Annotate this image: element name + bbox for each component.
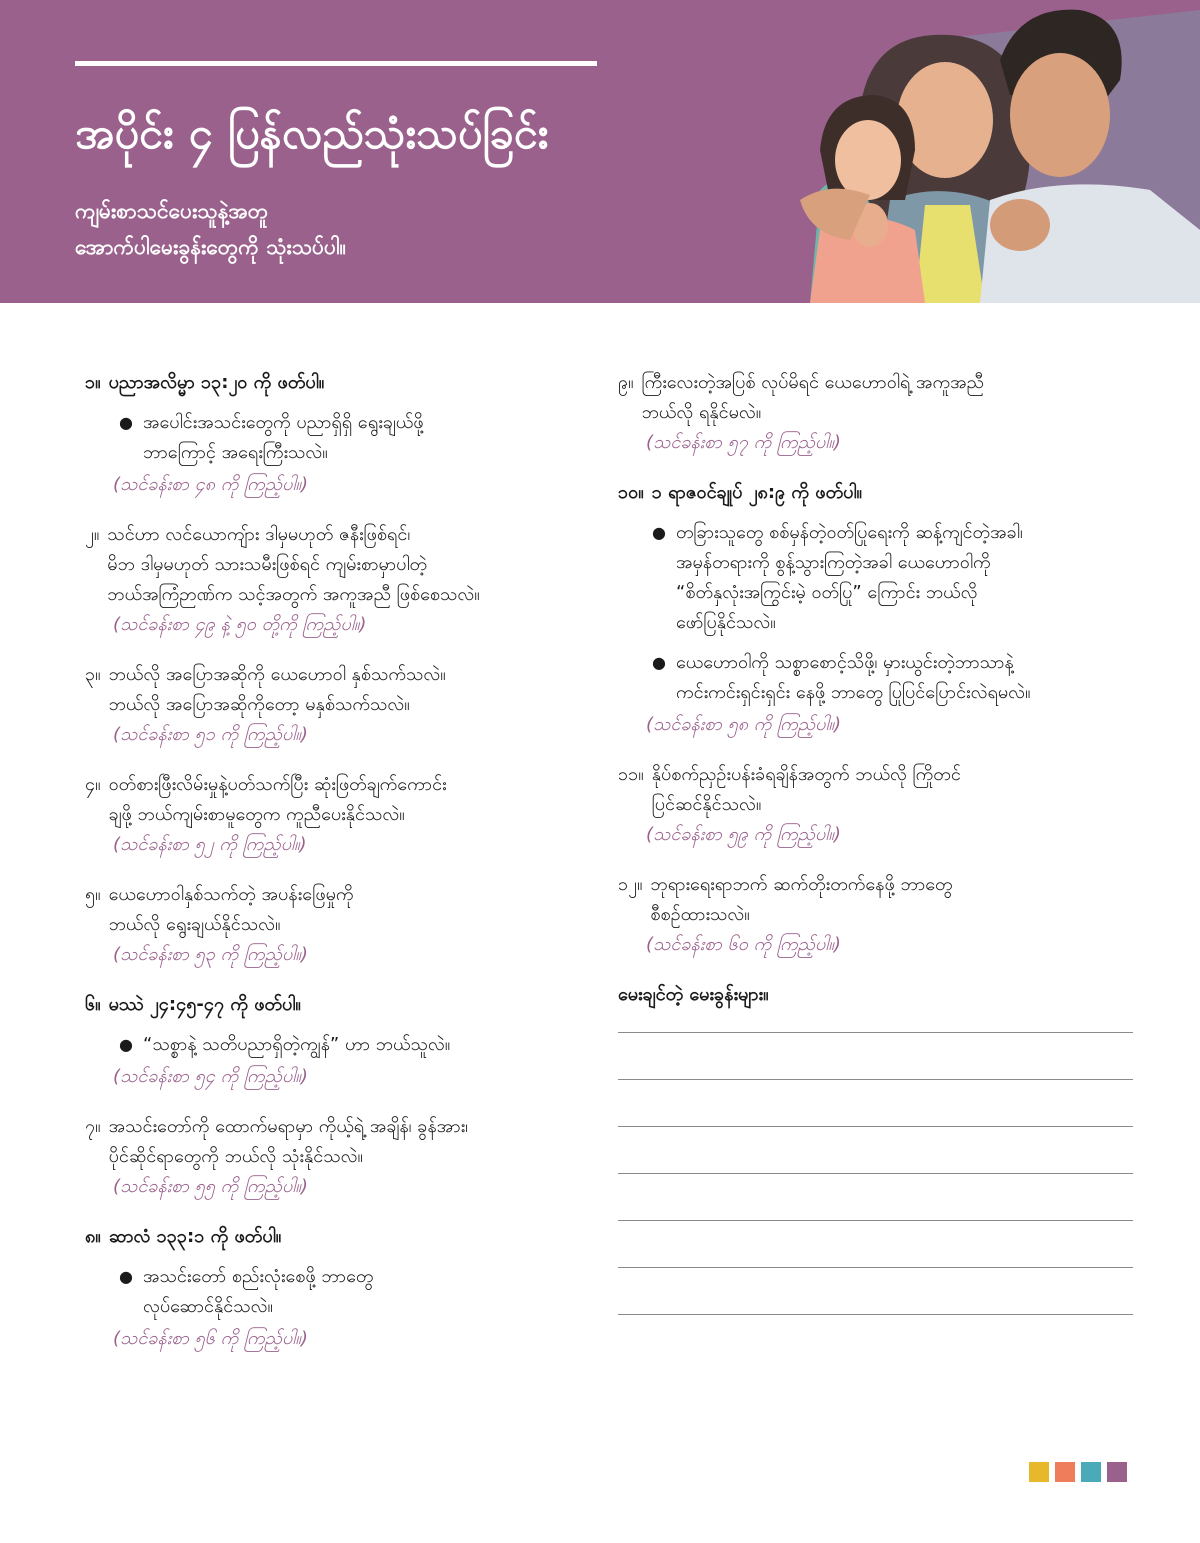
bullet-text-line: လုပ်ဆောင်နိုင်သလဲ။ — [143, 1296, 274, 1317]
question-text — [642, 368, 984, 428]
question-text-line: ဘယ်လို အပြောအဆိုကိုတော့ မနှစ်သက်သလဲ။ — [108, 694, 410, 715]
question-item — [85, 368, 590, 500]
question-number: ၇။ — [85, 1116, 101, 1137]
bullet-text — [143, 408, 424, 468]
question-text-line: ဘယ်လို အပြောအဆိုကို ယေဟောဝါ နှစ်သက်သလဲ။ — [108, 664, 446, 685]
bullet-dot-icon: ● — [119, 1035, 133, 1054]
lesson-reference: (သင်ခန်းစာ ၄၈ ကို ကြည့်ပါ။) — [113, 474, 309, 495]
question-text — [107, 520, 479, 610]
note-line — [618, 1314, 1133, 1315]
question-number: ၄။ — [85, 774, 101, 795]
question-line — [85, 770, 590, 830]
question-text — [109, 1222, 281, 1252]
question-text-line: ချဖို့ ဘယ်ကျမ်းစာမူတွေက ကူညီပေးနိုင်သလဲ။ — [108, 804, 405, 825]
question-line — [85, 880, 590, 940]
page-subtitle — [75, 193, 346, 265]
bullet-dot-icon: ● — [119, 1267, 133, 1286]
question-item — [85, 880, 590, 970]
color-swatch — [1029, 1462, 1049, 1482]
lesson-reference: (သင်ခန်းစာ ၄၉ နဲ့ ၅၀ တို့ကို ကြည့်ပါ။) — [113, 614, 367, 635]
question-text-line: ဘယ်လို ရွေးချယ်နိုင်သလဲ။ — [108, 914, 281, 935]
notes-lines — [618, 1032, 1138, 1315]
question-line — [618, 760, 1138, 820]
question-number: ၁၂။ — [618, 874, 643, 895]
question-text — [652, 760, 961, 820]
header-rule — [75, 61, 597, 66]
lesson-reference: (သင်ခန်းစာ ၅၁ ကို ကြည့်ပါ။) — [113, 724, 308, 745]
bullet-text-line: ဖော်ပြနိုင်သလဲ။ — [676, 612, 776, 633]
question-text-line: သင်ဟာ လင်ယောကျ်ား ဒါမှမဟုတ် ဇနီးဖြစ်ရင်၊ — [107, 524, 411, 545]
question-text-line: ဘယ်လို ရနိုင်မလဲ။ — [641, 402, 762, 423]
page-title: အပိုင်း ၄ ပြန်လည်သုံးသပ်ခြင်း — [75, 109, 549, 159]
bullet-dot-icon: ● — [652, 523, 666, 542]
question-text-line: အသင်းတော်ကို ထောက်မရာမှာ ကိုယ့်ရဲ့ အချိန်၊ ခွန်အား၊ — [108, 1116, 469, 1137]
question-text-line: ဘယ်အကြံဉာဏ်က သင့်အတွက် အကူအညီ ဖြစ်စေသလဲ။ — [107, 584, 480, 605]
subtitle-line: ကျမ်းစာသင်ပေးသူနဲ့အတူ — [75, 199, 269, 223]
question-text-line: ပညာအလိမ္မာ ၁၃:၂၀ ကို ဖတ်ပါ။ — [108, 372, 325, 393]
question-text — [109, 660, 446, 720]
question-item — [618, 478, 1138, 740]
question-number: ၉။ — [618, 372, 634, 393]
family-praying-illustration — [700, 0, 1200, 303]
bullet-item — [119, 1262, 590, 1322]
lesson-reference: (သင်ခန်းစာ ၅၉ ကို ကြည့်ပါ။) — [646, 824, 841, 845]
bullet-text-line: အပေါင်းအသင်းတွေကို ပညာရှိရှိ ရွေးချယ်ဖို့ — [143, 412, 424, 433]
bullet-text — [676, 518, 1023, 638]
question-line — [85, 368, 590, 398]
question-text-line: ဆာလံ ၁၃၃:၁ ကို ဖတ်ပါ။ — [108, 1226, 282, 1247]
question-text — [109, 990, 301, 1020]
question-item — [85, 990, 590, 1092]
bullet-text-line: တခြားသူတွေ စစ်မှန်တဲ့ဝတ်ပြုရေးကို ဆန့်ကျင်တဲ့အခါ၊ — [676, 522, 1023, 543]
bullet-item — [652, 648, 1138, 708]
question-number: ၁။ — [85, 372, 101, 393]
color-swatches — [1029, 1462, 1127, 1482]
bullet-text — [143, 1262, 373, 1322]
note-line — [618, 1220, 1133, 1221]
lesson-reference: (သင်ခန်းစာ ၅၇ ကို ကြည့်ပါ။) — [646, 432, 841, 453]
question-number: ၂။ — [85, 524, 100, 545]
color-swatch — [1081, 1462, 1101, 1482]
bullet-text-line: ကင်းကင်းရှင်းရှင်း နေဖို့ ဘာတွေ ပြုပြင်ပြောင်းလဲရမလဲ။ — [676, 682, 1031, 703]
bullet-item — [119, 408, 590, 468]
question-item — [85, 520, 590, 640]
question-text-line: ယေဟောဝါနှစ်သက်တဲ့ အပန်းဖြေမှုကို — [108, 884, 354, 905]
question-item — [85, 1112, 590, 1202]
question-item — [85, 770, 590, 860]
bullet-item — [652, 518, 1138, 638]
question-line — [85, 1112, 590, 1172]
question-number: ၃။ — [85, 664, 101, 685]
question-item — [85, 1222, 590, 1354]
question-line — [618, 478, 1138, 508]
bullet-dot-icon: ● — [652, 653, 666, 672]
color-swatch — [1107, 1462, 1127, 1482]
subtitle-line: အောက်ပါမေးခွန်းတွေကို သုံးသပ်ပါ။ — [75, 235, 346, 259]
question-number: ၁၁။ — [618, 764, 644, 785]
question-text — [652, 478, 862, 508]
questions-right-column — [618, 368, 1138, 1361]
note-line — [618, 1079, 1133, 1080]
bullet-text — [676, 648, 1030, 708]
question-number: ၆။ — [85, 994, 101, 1015]
note-line — [618, 1173, 1133, 1174]
question-text-line: ပိုင်ဆိုင်ရာတွေကို ဘယ်လို သုံးနိုင်သလဲ။ — [108, 1146, 363, 1167]
bullet-dot-icon: ● — [119, 413, 133, 432]
question-line — [618, 870, 1138, 930]
question-text-line: ဘုရားရေးရာဘက် ဆက်တိုးတက်နေဖို့ ဘာတွေ — [650, 874, 953, 895]
bullet-text-line: ယေဟောဝါကို သစ္စာစောင့်သိဖို့၊ မှားယွင်းတဲ့ဘာသာနဲ့ — [676, 652, 1014, 673]
question-item — [618, 760, 1138, 850]
question-text-line: နိုပ်စက်ညှဉ်းပန်းခံရချိန်အတွက် ဘယ်လို ကြိုတင် — [651, 764, 961, 785]
question-line — [85, 660, 590, 720]
question-text-line: စီစဉ်ထားသလဲ။ — [650, 904, 750, 925]
question-text — [109, 368, 325, 398]
lesson-reference: (သင်ခန်းစာ ၅၂ ကို ကြည့်ပါ။) — [113, 834, 307, 855]
bullet-text — [143, 1030, 450, 1060]
notes-title: မေးချင်တဲ့ မေးခွန်းများ။ — [618, 984, 769, 1005]
bullet-text-line: “သစ္စာနဲ့ သတိပညာရှိတဲ့ကျွန်” ဟာ ဘယ်သူလဲ။ — [143, 1034, 451, 1055]
question-text-line: မဿဲ ၂၄:၄၅-၄၇ ကို ဖတ်ပါ။ — [108, 994, 301, 1015]
question-line — [85, 520, 590, 610]
question-text — [109, 880, 354, 940]
question-text — [109, 770, 447, 830]
question-number: ၈။ — [85, 1226, 101, 1247]
question-item — [85, 660, 590, 750]
note-line — [618, 1032, 1133, 1033]
question-text — [650, 870, 952, 930]
note-line — [618, 1267, 1133, 1268]
lesson-reference: (သင်ခန်းစာ ၅၅ ကို ကြည့်ပါ။) — [113, 1176, 308, 1197]
bullet-text-line: “စိတ်နှလုံးအကြွင်းမဲ့ ဝတ်ပြု” ကြောင်း ဘယ်လို — [676, 582, 978, 603]
question-item — [618, 870, 1138, 960]
bullet-text-line: ဘာကြောင့် အရေးကြီးသလဲ။ — [143, 442, 328, 463]
question-text-line: ဝတ်စားဖြီးလိမ်းမှုနဲ့ပတ်သက်ပြီး ဆုံးဖြတ်ချက်ကောင်း — [108, 774, 447, 795]
lesson-reference: (သင်ခန်းစာ ၅၆ ကို ကြည့်ပါ။) — [113, 1328, 308, 1349]
bullet-text-line: အသင်းတော် စည်းလုံးစေဖို့ ဘာတွေ — [143, 1266, 374, 1287]
question-text-line: ကြီးလေးတဲ့အပြစ် လုပ်မိရင် ယေဟောဝါရဲ့ အကူအညီ — [641, 372, 985, 393]
question-text-line: မိဘ ဒါမှမဟုတ် သားသမီးဖြစ်ရင် ကျမ်းစာမှာပါတဲ့ — [107, 554, 428, 575]
questions-left-column — [85, 368, 590, 1374]
question-line — [85, 990, 590, 1020]
header-banner — [0, 0, 1200, 303]
question-text-line: ၁ ရာဇဝင်ချုပ် ၂၈:၉ ကို ဖတ်ပါ။ — [651, 482, 862, 503]
color-swatch — [1055, 1462, 1075, 1482]
note-line — [618, 1126, 1133, 1127]
lesson-reference: (သင်ခန်းစာ ၅၈ ကို ကြည့်ပါ။) — [646, 714, 842, 735]
bullet-item — [119, 1030, 590, 1060]
question-number: ၅။ — [85, 884, 101, 905]
question-text — [109, 1112, 468, 1172]
lesson-reference: (သင်ခန်းစာ ၅၄ ကို ကြည့်ပါ။) — [113, 1066, 308, 1087]
lesson-reference: (သင်ခန်းစာ ၅၃ ကို ကြည့်ပါ။) — [113, 944, 308, 965]
bullet-text-line: အမှန်တရားကို စွန့်သွားကြတဲ့အခါ ယေဟောဝါကို — [676, 552, 991, 573]
question-text-line: ပြင်ဆင်နိုင်သလဲ။ — [651, 794, 762, 815]
question-line — [618, 368, 1138, 428]
question-item — [618, 368, 1138, 458]
lesson-reference: (သင်ခန်းစာ ၆၀ ကို ကြည့်ပါ။) — [646, 934, 841, 955]
question-line — [85, 1222, 590, 1252]
question-number: ၁၀။ — [618, 482, 644, 503]
